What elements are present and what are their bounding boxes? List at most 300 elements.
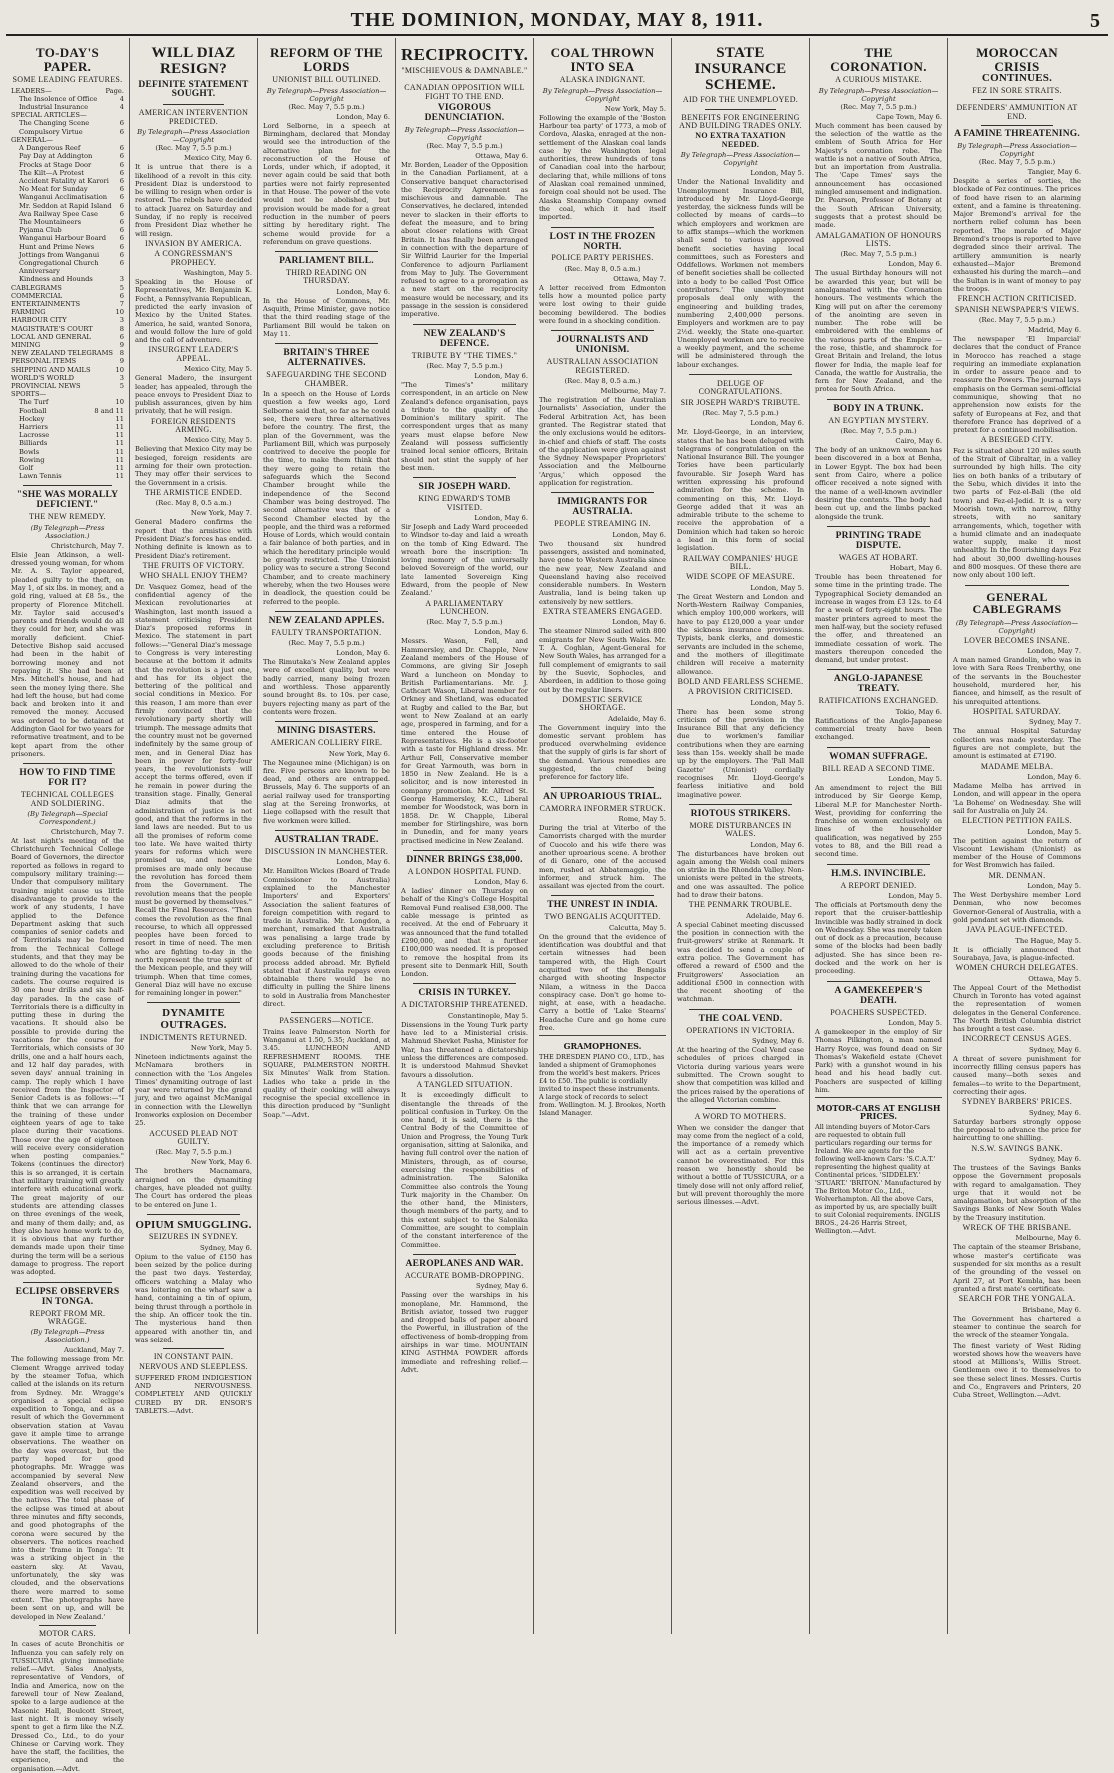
place-date: London, May 7. [1027,647,1081,656]
index-label: ENTERTAINMENTS [11,299,81,308]
article-body: An amendment to reject the Bill introduced by Sir George Kemp, Liberal M.P. for Manchester North-West, providing for conferring the franchise on women exclusively on lines of the householder qualification, was negatived by 255 votes to 88, and the Bill read a second time. [815,783,942,859]
index-label: Pyjama Club [19,226,62,235]
index-label: The Turf [19,398,49,407]
index-label: Hunt and Prime News [19,242,95,251]
subheadline: INDICTMENTS RETURNED. [139,1032,248,1042]
index-entry [11,292,124,300]
index-entry [11,161,124,169]
received-time: (Rec. May 7, 5.5 p.m.) [288,102,365,111]
columns [6,38,1108,1773]
place-date: New York, May 6. [190,1158,252,1167]
index-entry [11,128,124,136]
cable-title: SEARCH FOR THE YONGALA. [958,1294,1076,1304]
index-entry [11,218,124,226]
place-date: London, May 6. [888,260,942,269]
subheadline: SAFEGUARDING THE SECOND CHAMBER. [266,370,387,388]
index-entry [11,185,124,193]
article-body: Speaking in the House of Representatives, Mr. Benjamin K. Focht, a Pennsylvania Republican, predicted the early invasion of Mexico by the United States. America, he said, wanted Sonora, and would follow the lure of gold and the call of adventure. [135,278,252,345]
place-date: Melbourne, May 6. [1015,1234,1081,1243]
index-entry [11,357,124,365]
index-page: 6 [119,152,124,161]
divider [413,850,516,851]
divider [689,804,792,805]
index-label: No Meat for Sunday [19,185,88,194]
cable-body: The Appeal Court of the Methodist Church in Toronto has voted against the representation of women delegates in the General Conference. The North British Columbia district has brought a test case. [953,983,1081,1034]
cable-body: The captain of the steamer Brisbane, whose master's certificate was suspended for six months as a result of the grounding of the vessel on April 27, at Port Kembla, has been granted a first mate's certificate. [953,1243,1081,1293]
place-date: Tangier, May 6. [1027,167,1081,176]
article-body: Dr. Vasquez Gomez, head of the confidential agency of the Mexican revolutionaries at Washington, last month issued a statement criticising President Diaz's proposed reforms in Mexico. The statement in part follows:—"General Diaz's message to Congress is very interesting because at the bottom it admits that the revolution is a just one, and has for its object the bettering of the political and social conditions in Mexico. For this reason, I am more than ever firmly convinced that the revolutionary party shortly will triumph. The message admits that the country must not be governed indefinitely by the same group of men, and in General Diaz has been in power for forty-four years, the revolutionists will accept the terms offered, even if he remain in power during the transition stage. Finally, General Diaz admits that the administration of justice is not good, and that the reforms in the land laws are needed. But to us all the promises of reform come too late. We have waited thirty years for reforms which were promised us, and now the promises are made only because the revolution has forced them from the Government. The revolution means that the people must be governed by themselves." Recall the Final Resources. "Then comes the revolution as the final recourse, to which all oppressed peoples have been forced to resort in time of need. The men who are fighting to-day in the north represent the true spirit of the Mexican people, and they will triumph. When that time comes, General Diaz will have no excuse for remaining longer in power." [135,582,252,998]
index-entry [11,308,124,316]
place-date: London, May 6. [474,371,528,380]
place-date: Mexico City, May 6. [184,154,252,163]
article-body: Mr. Lloyd-George, in an interview, states that he has been deluged with telegrams of congratulation on the National Insurance Bill. The younger Tories have been particularly favourable. Sir Joseph Ward has written expressing his profound admiration for the scheme. In commenting on this, Mr. Lloyd-George added that it was an admirable tribute to the scheme to receive the approbation of a Dominion which had taken so heroic a lead in this form of social legislation. [677,428,804,553]
divider [551,895,654,896]
article-body: Mr. Hamilton Wickes (Board of Trade Commissioner to Australia) explained to the Manchester Importers' and Exporters' Association the salient features of foreign competition with regard to trade in Australia. Mr. Longdon, a merchant, remarked that Australia was penalising a large trade by excluding preference to British goods because of the finishing process added abroad. Mr. Byfield stated that if Australia repays even obtainable there would be no difficulty in pulling the Shire linens to sold in Australia from Manchester direct. [263,867,391,1009]
article-body: It is exceedingly difficult to disentangle the threads of the political confusion in Turkey. On the one hand, it is said, there is the Central Body of the Committee of Union and Progress, the Young Turk organisation, sitting at Salonika, and having full control over the nation of Ministers, through, as of course, exercising the responsibilities of administration. The Salonika Committee also controls the Young Turk majority in the Chamber. On the other hand, the Ministers, though members of the party, and to this extent subject to the Salonika Committee, are sought to complain of the constant interference of the Committee. [401,1091,528,1249]
received-time: (Rec. May 7, 5.5 p.m.) [426,361,503,370]
place-date: Sydney, May 6. [199,1243,252,1252]
index-page: 4 [119,103,124,112]
index-page: 11 [115,455,124,464]
divider [275,611,378,612]
place-date: Melbourne, May 7. [600,387,666,396]
article-body: In the House of Commons, Mr. Asquith, Prime Minister, gave notice that the third reading stage of the Parliament Bill would be taken on May 11. [263,296,390,339]
received-time: (Rec. May 8, 0.5 a.m.) [564,377,641,386]
article-body: The usual Birthday honours will not be awarded this year, but will be amalgamated with the Coronation honours. The vestments which the King will put on after the ceremony of the anointing are seven in number. The robe will be embroidered with the emblems of the various parts of the Empire — the rose, thistle, and shamrock for Great Britain and Ireland, the lotus flower for India, the maple leaf for Canada, the wattle for Australia, the fern for New Zealand, and the protea for South Africa. [815,269,942,394]
divider [827,669,930,670]
index-label: Pay Day at Addington [19,152,93,161]
index-page: 6 [119,127,124,136]
index-page: 3 [119,275,124,284]
headline: INVASION BY AMERICA. [145,238,242,248]
index-label: The Changing Scene [19,119,90,128]
place-date: Mexico City, May 5. [184,436,252,445]
headline: AEROPLANES AND WAR. [405,1258,524,1269]
cable-body: Madame Melba has arrived in London, and will appear in the opera 'La Boheme' on Wednesday. She will sail for Australia on July 24. [953,781,1081,815]
cable-body: The West Derbyshire member Lord Denman, who now becomes Governor-General of Australia, with a gold pendant set with diamonds. [953,891,1081,924]
divider [23,1282,112,1283]
index-page: 10 [115,365,124,374]
place-date: London, May 5. [1027,882,1081,891]
subheadline: WAGES AT HOBART. [838,552,919,562]
subheadline: OPERATIONS IN VICTORIA. [686,1025,795,1035]
dateline: (By Telegraph—Press Association—Copyright) [955,618,1079,635]
index-page: 3 [119,316,124,325]
headline: HOW TO FIND TIME FOR IT? [19,768,116,789]
headline: THE CORONATION. [830,45,927,74]
headline: PRINTING TRADE DISPUTE. [835,530,922,551]
place-date: The Hague, May 5. [1015,936,1081,945]
article-body: At the hearing of the Coal Vend case schedules of prices charged in Victoria during various years were submitted. The Crown sought to show that competition was killed and the prices raised by the operations of the alleged Victorian combine. [677,1046,805,1104]
cable-body: A threat of severe punishment for incorrectly filling census papers has caused many—both sexes and females—to write to the Department, correcting their ages. [953,1054,1081,1097]
divider [827,981,930,982]
article-body: The following message from Mr. Clement Wragge arrived today by the steamer Tofua, which called at the islands on its return from Sydney. Mr. Wragge's organised a special eclipse expedition to Tonga, and as a result of which the Government observation station at Vavau gave it ample time to arrange observations. The weather on the day was overcast, but the party hoped for good photographs. Mr. Wragge was accompanied by several New Zealand observers, and the expedition was well received by the natives. The total phase of the eclipse was timed at about three minutes and fifty seconds, and good photographs of the corona were secured by the observers. The notices reached into their 'frame in Tonga': 'It was a striking object in the eastern sky. At Vavau, unfortunately, the sky was clouded, and the observations there were marred to some extent. The photographs have been sent on up, and will be developed in New Zealand.' [11,1355,124,1621]
place-date: Madrid, May 6. [1028,325,1081,334]
headline: RAILWAY COMPANIES' HUGE BILL. [682,553,799,572]
place-date: Auckland, May 7. [64,1346,124,1355]
subheadline: FEZ IN SORE STRAITS. [972,85,1062,95]
index-page: 3 [119,373,124,382]
place-date: London, May 5. [750,169,804,178]
place-date: Washington, May 5. [183,269,252,278]
place-date: London, May 5. [888,1019,942,1027]
article-body: The Government inquiry into the domestic servant problem has produced overwhelming evidence that the supply of girls is far short of the demand. Various remedies are suggested, the chief being preference for factory life. [539,723,666,782]
index-entry [11,423,124,431]
index-entry [11,407,124,415]
index-entry [11,431,124,439]
subheadline: THIRD READING ON THURSDAY. [286,268,367,286]
index-page: 10 [115,398,124,407]
divider [275,251,378,252]
cable-body: It is officially announced that Sourabaya, Java, is plague-infected. [953,945,1081,962]
index-page: 6 [119,209,124,218]
cable-title: SYDNEY BARBERS' PRICES. [961,1097,1073,1107]
received-time: (Rec. May 7, 5.5 p.m.) [978,157,1056,166]
divider [413,983,516,984]
index-page: 8 and 11 [94,406,124,415]
index-label: LOCAL AND GENERAL [11,332,91,341]
place-date: Tokio, May 6. [895,707,942,716]
article-body: Sir Joseph and Lady Ward proceeded to Windsor to-day and laid a wreath on the tomb of King Edward. The wreath bore the inscription: 'In loving memory of the universally beloved Sovereign of the world, our late lamented Sovereign King Edward, from the people of New Zealand.' [401,522,528,598]
cable-body: The Government has chartered a steamer to continue the search for the wreck of the steamer Yongala. [953,1314,1081,1340]
index-page: 8 [119,324,124,333]
index-page: 6 [119,185,124,194]
headline: ECLIPSE OBSERVERS IN TONGA. [15,1286,120,1307]
headline: INSURGENT LEADER'S APPEAL. [148,345,239,363]
article-body: Fez is situated about 120 miles south of the Strait of Gibraltar, in a valley surrounded by high hills. The city lies on both banks of a tributary of the Sebu, which divides it into the two parts of Fez-el-Bali (the old town) and Fez-el-Jedid. It is a very Moorish town, with narrow, filthy streets, with no sanitary arrangements, which, together with a humid climate and an inadequate water supply, make it most unhealthy. In the flourishing days Fez had about 30,000 dwelling-houses and 800 mosques. Of these there are now only about 100 left. [953,446,1081,580]
article-body: Opium to the value of £150 has been seized by the police during the past two days. Yesterday, officers watching a Malay who was loitering on the wharf saw a hand, containing a tin of opium, being thrust through a porthole in the ship. An officer took the tin. The mysterious hand then appeared with another tin, and was seized. [135,1252,252,1344]
subheadline: DEFENDERS' AMMUNITION AT END. [956,103,1078,121]
headline: FOREIGN RESIDENTS ARMING. [151,416,236,435]
subheadline: CAMORRA INFORMER STRUCK. [539,803,666,813]
divider [275,343,378,344]
place-date: Adelaide, May 6. [608,714,666,723]
index-page: 6 [119,160,124,169]
place-date: London, May 6. [612,530,666,539]
index-entry [11,341,124,349]
article-body: During the trial at Viterbo of the Camorrists charged with the murder of Cuocolo and his wife there was another uproarious scene. A brother of di Genaro, one of the accused men, rushed at Abbatemaggio, the informer, and struck him. The assailant was ejected from the court. [539,824,666,891]
divider [275,721,378,722]
headline: IN CONSTANT PAIN. [153,1352,234,1362]
headline: BODY IN A TRUNK. [833,403,924,414]
index-label: The Insolence of Office [19,94,98,103]
place-date: London, May 6. [612,618,666,627]
index-page: 6 [119,217,124,226]
index-page: 11 [115,464,124,473]
general-cablegrams-list [953,637,1081,1400]
headline: WOMAN SUFFRAGE. [829,751,928,762]
index-entry [11,144,124,152]
index-entry [11,193,124,201]
headline: CRISIS IN TURKEY. [418,988,511,999]
divider [413,324,516,325]
article-body: Lord Selborne, in a speech at Birmingham, declared that Monday would see the introduction of the alternative plan for the reconstruction of the House of Lords, under which, if adopted, it never again could be said that both parties were not fairly represented in that House. The power of the vote would not be abolished, but provision would be made for a great reduction in the number of peers sitting by hereditary right. The scheme would provide for a referendum on grave questions. [263,121,390,246]
received-time: (Rec. May 7, 5.5 p.m.) [155,1148,232,1157]
subheadline: A LONDON HOSPITAL FUND. [407,866,522,876]
article-body: Trains leave Palmerston North for Wanganui at 1.50, 5.35; Auckland, at 3.45. LUNCHEON AND REFRESHMENT ROOMS. THE SQUARE, PALMERSTON NORTH. Six Minutes' Walk from Station. Ladies who take a pride in the quality of their cooking will always recognise the special excellence in this direction produced by "Sunlight Soap."—Advt. [263,1027,390,1119]
article-body: Despite a series of sorties, the blockade of Fez continues. The prices of food have risen to an alarming extent, and a famine is threatening. Major Bremond's arrival for the northern relief column has been reported. The morale of Major Bremond's troops is reported to have degraded since their arrival. The artillery ammunition is nearly exhausted—Major Bremond exhausted his during the march—and the Sultan is in want of money to pay the troops. [953,176,1081,293]
index-label: Frocks at Stage Door [19,160,92,169]
index-label: CABLEGRAMS [11,283,62,292]
place-date: New York, May 5. [604,104,666,113]
index-entry [11,226,124,234]
index-entry [11,374,124,382]
column-5 [534,38,672,1634]
headline: JOURNALISTS AND UNIONISM. [556,335,649,356]
index-label: MINING [11,340,41,349]
subheadline: VIGOROUS DENUNCIATION. [424,103,505,123]
article-body: At last night's meeting of the Christchurch Technical College Board of Governors, the director reported as follows in regard to compulsory military training:—Under that compulsory military training might cause us little disadvantage to provide to the work of any students, I have applied to the Defence Department asking that such companies of senior cadets and of Territorials may be formed from the Technical College students, and that they may be allowed to do the whole of their training during the vacations for cadets. The course required is 30 one hour drills and six half-day parades. In the case of Territorials there is a difficulty in putting these in during the vacations. It should also be possible to provide during the vacations for the course for Territorials, which consists of 30 drills, one and a half hours each, and 12 half day parades, with seven days' annual training in camp. The reply which I have received from the Inspector of Senior Cadets is as follows:—"I think that we can arrange for the training of these under eighteen years of age to take place during their vacations. Those over the age of eighteen will receive every consideration when posting companies." Tokens (continues the director) this is so arranged, it is certain that military training will greatly interfere with educational work. The great majority of our students are attending classes on three evenings of the week, and many of them daily; and, as they also have home work to do, it is obvious that any further demands made upon their time during the term will be a serious damage to progress. The report was adopted. [11,836,124,1277]
headline: IMMIGRANTS FOR AUSTRALIA. [557,497,648,518]
index-page: 6 [119,201,124,210]
index-entry [11,243,124,251]
subheadline: TRIBUTE BY "THE TIMES." [411,350,518,360]
index-page: 6 [119,234,124,243]
headline: DELUGE OF CONGRATULATIONS. [698,379,783,397]
cable-body: The trustees of the Savings Banks oppose the Government proposals with regard to amalgamation. They urge that it would not be amalgamation, but absorption of the Savings Banks of New South Wales by the Treasury institution. [953,1163,1081,1222]
dateline: (By Telegraph—Special Correspondent.) [27,809,108,826]
cable-body: Saturday barbers strongly oppose the proposal to advance the price for haircutting to one shilling. [953,1117,1081,1143]
headline: THE UNREST IN INDIA. [547,900,658,911]
article-body: A ladies' dinner on Thursday on behalf of the King's College Hospital Removal Fund realised £38,000. The cable message is printed as received. At the end of February it was announced that the fund totalled £290,000, and that a further £100,000 was needed. It is proposed to remove the hospital from its present site to Denmark Hill, South London. [401,887,528,979]
article-body: The disturbances have broken out again among the Welsh coal miners on strike in the Rhondda Valley. Non-unionists were pelted in the streets, and one was assaulted. The police had to draw their batons. [677,849,804,900]
place-date: Ottawa, May 7. [613,274,666,283]
headline: EXTRA STEAMERS ENGAGED. [542,607,663,617]
subheadline: A CONGRESSMAN'S PROPHECY. [154,249,233,267]
subheadline: PEOPLE STREAMING IN. [554,519,651,529]
headline: AN UPROARIOUS TRIAL. [543,791,662,802]
place-date: London, May 5. [888,892,942,900]
received-time: (Rec. May 7, 5.5 p.m.) [978,315,1056,324]
index-label: Mr. Seddon at Rapid Island [19,201,112,210]
column-8 [948,38,1086,1634]
index-label: Kindness and Hounds [19,275,93,284]
cable-title: WOMEN CHURCH DELEGATES. [955,963,1079,973]
received-time: (Rec. May 7, 5.5 p.m.) [840,427,917,436]
divider [827,399,930,400]
article-body: In cases of acute Bronchitis or Influenza you can safely rely on TUSSICURA giving immediate relief.—Advt. Sales Analysts, representative of Vendors, of India and America, now on the farewell tour of New Zealand, spoke to a large audience at the Masonic Hall, Boulcott Street, last night. It is money wisely spent to get a firm like the N.Z. Dressed Co., Ltd., to do your Chinese or Carving work. They have the staff, the facilities, the experience, and the organisation.—Advt. [11,1640,124,1773]
masthead [6,6,1108,36]
subheadline: TECHNICAL COLLEGES AND SOLDIERING. [20,790,115,808]
index-label: SPECIAL ARTICLES— [11,111,87,120]
index-entry [11,111,124,119]
divider [147,1214,240,1215]
column-1 [6,38,130,1773]
index-page: 11 [115,447,124,456]
index-entry [11,202,124,210]
subheadline: BILL READ A SECOND TIME. [822,763,935,773]
article-body: Messrs. Wason, Fell, and Hammersley, and Dr. Chapple, New Zealand members of the House of Commons, are giving Sir Joseph Ward a luncheon on Monday to British Parliamentarians. Mr. J. Cathcart Wason, Liberal member for Orkney and Shetland, was educated at Rugby and called to the Bar, but went to New Zealand at an early age, prospered in farming, and for a time entered the House of Representatives. He is a six-footer with a taste for Highland dress. Mr. Arthur Fell, Conservative member for Great Yarmouth, was born in 1850 in New Zealand. He is a solicitor, and is now interested in company promotion. Mr. Alfred St. George Hammersley, K.C., Liberal member for Woodstock, was born in 1858. Dr. W. Chapple, Liberal member for Stirlingshire, was born in Dunedin, and for many years practised medicine in New Zealand. [401,637,528,845]
headline: STATE INSURANCE SCHEME. [694,45,787,93]
index-entry [11,275,124,283]
index-page: 9 [119,340,124,349]
index-entry [11,87,124,95]
index-entry [11,382,124,390]
index-page: 11 [115,472,124,481]
received-time: (Rec. May 7, 5.5 p.m.) [155,144,232,153]
index-label: Accident Fatality at Karori [19,176,109,185]
place-date: Adelaide, May 6. [746,911,804,920]
place-date: Brisbane, May 6. [1022,1305,1081,1314]
index-page: 6 [119,226,124,235]
article-body: In a speech on the House of Lords question a few weeks ago, Lord Selborne said that, so far as he could see, there were three alternatives before the country. The first, the plan of the Government, was the Parliament Bill, which was purposely contrived to deceive the people for the time, to make them think that they were going to retain the safeguards which the Second Chamber brought while the independence of the Second Chamber was being destroyed. The second alternative was that of a Second Chamber elected by the people, and the third was a reformed House of Lords, which would contain a fair balance of both parties, and in which the hereditary principle would be greatly restricted. The Unionist policy was to secure a strong Second Chamber, and to create machinery whereby, when the two Houses were in deadlock, the question could be referred to the people. [263,390,390,606]
index-label: The Kilt—A Protest [19,168,84,177]
divider [965,585,1069,586]
place-date: Calcutta, May 5. [609,923,666,932]
headline: H.M.S. INVINCIBLE. [831,868,926,879]
article-body: Trouble has been threatened for some time in the printing trade. The Typographical Society demanded an increase in wages from £3 12s. to £4 for a week of forty-eight hours. The master printers agreed to meet the men half-way, but the society refused the offer, and threatened an immediate cessation of work. The masters thereupon conceded the demand, but under protest. [815,573,942,665]
headline: NEW ZEALAND'S DEFENCE. [423,328,506,349]
subheadline: POACHERS SUSPECTED. [830,1007,927,1017]
column-3 [258,38,396,1634]
index-entry [11,103,124,111]
article-body: On the ground that the evidence of identification was doubtful and that certain witnesses had been tampered with, the High Court acquitted two of the Bengalis charged with shooting Inspector Nilam, a witness in the Dacca conspiracy case. Don't go home to-night, at ease, with a headache. Carry a bottle of 'Lake Stearns' Headache Cure and go home cure free. [539,932,666,1033]
headline: A TANGLED SITUATION. [416,1079,513,1089]
place-date: Mexico City, May 5. [184,365,252,374]
place-date: Cape Town, May 6. [876,112,942,121]
article-body: Nineteen indictments against the McNamara brothers in connection with the 'Los Angeles Times' dynamiting outrage of last year were returned by the grand jury, and two against McManigal in connection with the Llewellyn Ironworks explosion on December 25. [135,1052,252,1128]
index-page: 6 [119,291,124,300]
headline: FRENCH ACTION CRITICISED. [957,294,1077,304]
article-body: Two thousand six hundred passengers, assisted and nominated, have gone to Western Australia since the new year, New Zealand and Queensland having also received considerable numbers. In Western Australia, land is being taken up extensively by new settlers. [539,539,666,606]
headline: DOMESTIC SERVICE SHORTAGE. [562,694,643,713]
article-body: Elsie Jean Atkinson, a well-dressed young woman, for whom Mr. A. S. Taylor appeared, pleaded guilty to the theft, on May 1, of six lbs. in money, and a gold ring, valued at £8 5s., the property of Florence Mitchell. Mr. Taylor said accused's parents and friends would do all they could for her, and she was morally deficient. Chief-Detective Bishop said accused had been in the habit of borrowing money and not repaying it. She had been at Mrs. Mitchell's house, and had seen the money lying there. She had left the house, but had come back and broken into it and removed the money. Accused was ordered to be detained at Addington Gaol for two years for reformative treatment, and to be kept apart from the other prisoners. [11,550,124,758]
divider [23,763,112,764]
divider [981,99,1053,100]
place-date: Ottawa, May 6. [475,151,528,160]
subheadline: DEFINITE STATEMENT SOUGHT. [138,79,249,100]
index-label: WORLD'S WORLD [11,373,74,382]
divider [163,104,224,105]
cable-title: N.S.W. SAVINGS BANK. [971,1143,1063,1153]
subheadline: A CURIOUS MISTAKE. [835,75,922,85]
headline: GENERAL CABLEGRAMS [972,589,1062,617]
headline: A GAMEKEEPER'S DEATH. [834,985,923,1006]
index-label: LEADERS— [11,86,52,95]
dateline: By Telegraph—Press Association—Copyright [266,86,387,103]
divider [39,1625,96,1626]
article-body: Ratifications of the Anglo-Japanese commercial treaty have been exchanged. [815,716,942,742]
headline: ACCUSED PLEAD NOT GUILTY. [149,1128,238,1147]
index-entry [11,169,124,177]
index-page: 6 [119,119,124,128]
subheadline: SEIZURES IN SYDNEY. [149,1232,238,1242]
index-page: 7 [119,299,124,308]
received-time: (Rec. May 7, 5.5 p.m.) [840,102,917,111]
contents-index [11,87,124,481]
index-page: 11 [115,431,124,440]
cable-title: MADAME MELBA. [980,761,1054,771]
article-body: It is untrue that there is a likelihood of a revolt in this city. President Diaz is understood to be willing to resign when order is restored. The rebels have decided to attack Juarez on Saturday and Sunday, if no reply is received from President Diaz whether he will resign. [135,163,252,238]
index-label: Compulsory Virtue [19,127,83,136]
place-date: Constantinople, May 5. [447,1011,528,1020]
ad-title: GRAMOPHONES. [563,1041,642,1052]
index-label: Football [19,406,47,415]
index-page: 6 [119,168,124,177]
subheadline: REPORT FROM MR. WRAGGE. [29,1308,106,1326]
divider [689,374,792,375]
index-entry [11,325,124,333]
index-label: Rowing [19,455,45,464]
article-body: A special Cabinet meeting discussed the position in connection with the fruit-growers' strike at Renmark. It was decided to send a couple of extra police. The Government has offered a reward of £500 and the Fruitgrowers' Association an additional £500 in connection with the recent shooting of the watchman. [677,920,804,1004]
article-body: Under the National Invalidity and Unemployment Insurance Bill, introduced by Mr. Lloyd-George yesterday, the sickness funds will be collected by means of cards—to which employers and workmen are to affix stamps—which the workmen shall send to various approved benefit societies having local committees, such as Foresters and Oddfellows. Workmen not members of benefit societies shall be collected into a body to be called 'Post Office contributors.' The unemployment proposals deal only with the engineering and building trades, numbering 2,400,000 persons. Employers and workmen are to pay 2½d. weekly, the State one-quarter. Unemployed workmen are to receive a weekly payment, and the scheme will be administered through the labour exchanges. [677,178,804,369]
headline: MOTOR CARS. [39,1628,96,1638]
article-body: Passing over the warships in his monoplane, Mr. Hammond, the British aviator, tossed two rugger and dropped balls of paper aboard the Powerful, in illustration of the effectiveness of bomb-dropping from airships in war time. MOUNTAIN KING ASTHMA POWDER affords immediate and refreshing relief.—Advt. [401,1291,528,1374]
subheadline: KING EDWARD'S TOMB VISITED. [418,494,511,512]
place-date: London, May 6. [1027,772,1081,781]
ad-title: MOTOR-CARS AT ENGLISH PRICES. [816,1103,941,1122]
ad-body: THE DRESDEN PIANO CO., LTD., has landed a shipment of Gramophones from the world's best makers. Prices £4 to £50. The public is cordially invited to inspect these instruments. A large stock of records to select from. Wellington. M. J. Brookes, North Island Manager. [539,1053,666,1118]
index-entry [11,349,124,357]
index-entry [11,366,124,374]
cable-body: A man named Grandolin, who was in love with Sara Rees Trenberthy, one of the servants in the Bouchester household, murdered her, his fiancee, and himself, as the result of his unrequited attentions. [953,656,1081,706]
headline: NEW ZEALAND APPLES. [268,615,385,626]
place-date: Sydney, May 6. [1028,1108,1081,1117]
advertisement [815,1097,942,1235]
index-entry [11,136,124,144]
headline: PARLIAMENT BILL. [279,256,374,267]
place-date: Sydney, May 6. [1028,1045,1081,1054]
headline: RIOTOUS STRIKERS. [690,808,791,819]
place-date: Sydney, May 6. [751,1037,804,1046]
column-7 [810,38,948,1634]
subheadline: TWO BENGALIS ACQUITTED. [544,912,661,922]
place-date: Hobart, May 6. [889,564,942,573]
index-label: PROVINCIAL NEWS [11,381,81,390]
index-label: MAGISTRATE'S COURT [11,324,93,333]
received-time: (Rec. May 7, 5.5 p.m.) [288,639,365,648]
received-time: (Rec. May 7, 5.5 p.m.) [702,409,779,418]
index-page: 6 [119,258,124,267]
place-date: London, May 6. [336,287,390,296]
headline: THE ARMISTICE ENDED. [144,487,243,497]
divider [551,227,654,228]
divider [147,1002,240,1003]
place-date: London, May 6. [750,840,804,849]
cable-body: The annual Hospital Saturday collection was made yesterday. The figures are not complete, but the amount is estimated at £7190. [953,727,1081,761]
column-6 [672,38,810,1634]
article-body: General Madero confirms the report that the armistice with President Diaz's forces has ended. Nothing definite is known as to President Diaz's retirement. [135,518,252,560]
divider [705,109,776,110]
place-date: New York, May 6. [328,749,390,758]
place-date: Sydney, May 6. [1028,1154,1081,1163]
index-entry [11,284,124,292]
page-number: 5 [1090,10,1100,32]
cable-title: ELECTION PETITION FAILS. [962,816,1072,826]
headline: "SHE WAS MORALLY DEFICIENT." [16,490,119,511]
divider [551,492,654,493]
column-4 [396,38,534,1634]
divider [413,1254,516,1255]
headline: ANGLO-JAPANESE TREATY. [833,674,924,695]
index-entry [11,333,124,341]
place-date: Rome, May 5. [618,815,666,824]
index-label: COMMERCIAL [11,291,63,300]
dateline: By Telegraph—Press Association—Copyright [680,151,801,168]
article-body: When we consider the danger that may come from the neglect of a cold, the importance of a remedy which will act as a certain preventive cannot be overestimated. For this reason we honestly should be without a bottle of TUSSICURA, or a timely dose will not only afford relief, but will prevent thoroughly the more serious illnesses.—Advt. [677,1123,804,1207]
place-date: Christchurch, May 7. [50,541,124,550]
article-body: There has been some strong criticism of the provision in the Insurance Bill that any deficiency due to workmen's familiar contributions when they are earning less than 15s. weekly shall be made up by the employers. The 'Pall Mall Gazette' (Unionist) cordially recognises Mr. Lloyd-George's fearless initiative and bold imaginative power. [677,707,804,799]
subheadline: DISCUSSION IN MANCHESTER. [264,846,389,856]
index-entry [11,234,124,242]
subheadline: NO EXTRA TAXATION NEEDED. [695,131,786,149]
dateline: By Telegraph—Press Association—Copyright [957,141,1077,158]
subheadline: UNIONIST BILL OUTLINED. [272,75,381,85]
subheadline: A REPORT DENIED. [840,880,917,890]
headline: MOROCCAN CRISIS [976,45,1058,74]
divider [705,1108,776,1109]
cable-body: The petition against the return of Viscount Lewisham (Unionist) as member of the House of Commons for West Bromwich has failed. [953,836,1081,870]
